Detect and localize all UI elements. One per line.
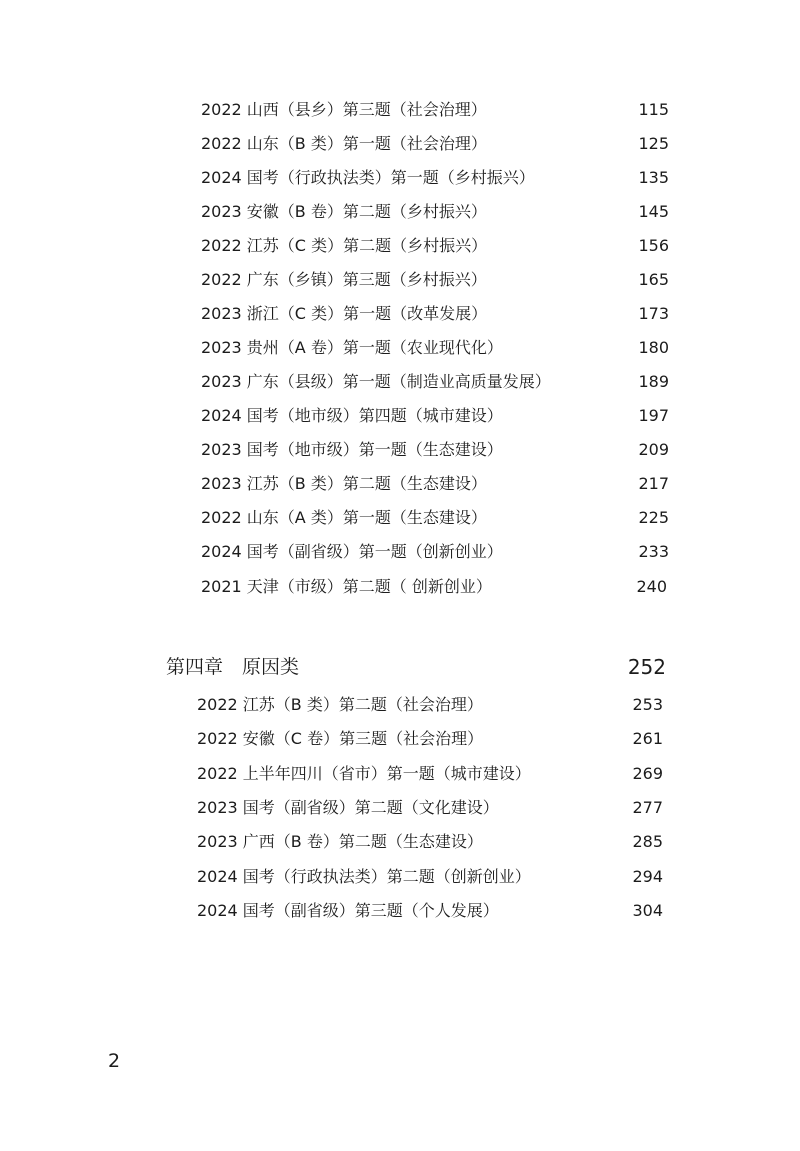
toc-entry[interactable] [197, 759, 665, 789]
toc-entry-title: 2022 江苏（C 类）第二题（乡村振兴） [201, 236, 488, 255]
toc-entry[interactable] [197, 862, 665, 892]
toc-entry-page: 253 [632, 695, 663, 714]
toc-entry[interactable] [201, 197, 669, 227]
toc-entry[interactable] [197, 793, 665, 823]
toc-entry-page: 156 [638, 236, 669, 255]
toc-entry[interactable] [201, 163, 669, 193]
toc-entry[interactable] [201, 333, 669, 363]
toc-entry-title: 2023 浙江（C 类）第一题（改革发展） [201, 304, 488, 323]
chapter-title: 第四章 原因类 [166, 656, 300, 678]
toc-entry-page: 304 [632, 901, 663, 920]
toc-entry[interactable] [197, 690, 665, 720]
toc-entry-title: 2021 天津（市级）第二题（ 创新创业） [201, 577, 492, 596]
toc-entry[interactable] [201, 367, 669, 397]
toc-entry-page: 209 [638, 440, 669, 459]
toc-entry-title: 2023 贵州（A 卷）第一题（农业现代化） [201, 338, 503, 357]
toc-entry-title: 2024 国考（副省级）第三题（个人发展） [197, 901, 499, 920]
toc-entry-page: 135 [638, 168, 669, 187]
toc-entry-page: 233 [638, 542, 669, 561]
toc-entry-page: 277 [632, 798, 663, 817]
toc-entry[interactable] [201, 299, 669, 329]
toc-entry-title: 2022 江苏（B 类）第二题（社会治理） [197, 695, 483, 714]
toc-entry-title: 2024 国考（行政执法类）第一题（乡村振兴） [201, 168, 535, 187]
toc-entry-title: 2023 安徽（B 卷）第二题（乡村振兴） [201, 202, 487, 221]
toc-entry-page: 294 [632, 867, 663, 886]
toc-entry-page: 261 [632, 729, 663, 748]
toc-entry-title: 2024 国考（地市级）第四题（城市建设） [201, 406, 503, 425]
toc-entry-title: 2022 广东（乡镇）第三题（乡村振兴） [201, 270, 487, 289]
toc-entry-page: 115 [638, 100, 669, 119]
toc-entry-page: 225 [638, 508, 669, 527]
toc-entry-title: 2022 山东（A 类）第一题（生态建设） [201, 508, 487, 527]
toc-entry-title: 2024 国考（副省级）第一题（创新创业） [201, 542, 503, 561]
toc-entry-title: 2023 广东（县级）第一题（制造业高质量发展） [201, 372, 551, 391]
toc-entry-title: 2023 国考（副省级）第二题（文化建设） [197, 798, 499, 817]
toc-entry[interactable] [201, 435, 669, 465]
toc-entry[interactable] [201, 401, 669, 431]
toc-entry-title: 2023 江苏（B 类）第二题（生态建设） [201, 474, 487, 493]
toc-entry[interactable] [197, 827, 665, 857]
toc-entry[interactable] [201, 469, 669, 499]
toc-entry-page: 197 [638, 406, 669, 425]
toc-entry-title: 2022 山西（县乡）第三题（社会治理） [201, 100, 487, 119]
toc-entry-page: 125 [638, 134, 669, 153]
toc-entry-title: 2024 国考（行政执法类）第二题（创新创业） [197, 867, 531, 886]
toc-entry[interactable] [201, 503, 669, 533]
toc-entry[interactable] [201, 129, 669, 159]
toc-entry-page: 180 [638, 338, 669, 357]
toc-entry[interactable] [197, 724, 665, 754]
chapter-heading[interactable] [166, 650, 666, 684]
toc-entry-page: 189 [638, 372, 669, 391]
toc-entry-title: 2022 山东（B 类）第一题（社会治理） [201, 134, 487, 153]
toc-entry[interactable] [201, 537, 669, 567]
toc-entry-title: 2022 上半年四川（省市）第一题（城市建设） [197, 764, 531, 783]
toc-entry-page: 217 [638, 474, 669, 493]
toc-entry[interactable] [201, 265, 669, 295]
page-number: 2 [108, 1050, 121, 1072]
toc-entry-page: 173 [638, 304, 669, 323]
toc-entry-title: 2022 安徽（C 卷）第三题（社会治理） [197, 729, 484, 748]
toc-entry-page: 240 [636, 577, 667, 596]
toc-entry-page: 285 [632, 832, 663, 851]
toc-entry-page: 165 [638, 270, 669, 289]
toc-entry[interactable] [201, 95, 669, 125]
toc-entry[interactable] [201, 231, 669, 261]
toc-entry-title: 2023 广西（B 卷）第二题（生态建设） [197, 832, 483, 851]
toc-entry-page: 269 [632, 764, 663, 783]
chapter-page: 252 [627, 655, 666, 679]
toc-entry-page: 145 [638, 202, 669, 221]
toc-entry[interactable] [197, 896, 665, 926]
toc-entry-title: 2023 国考（地市级）第一题（生态建设） [201, 440, 503, 459]
toc-entry[interactable] [201, 572, 669, 602]
